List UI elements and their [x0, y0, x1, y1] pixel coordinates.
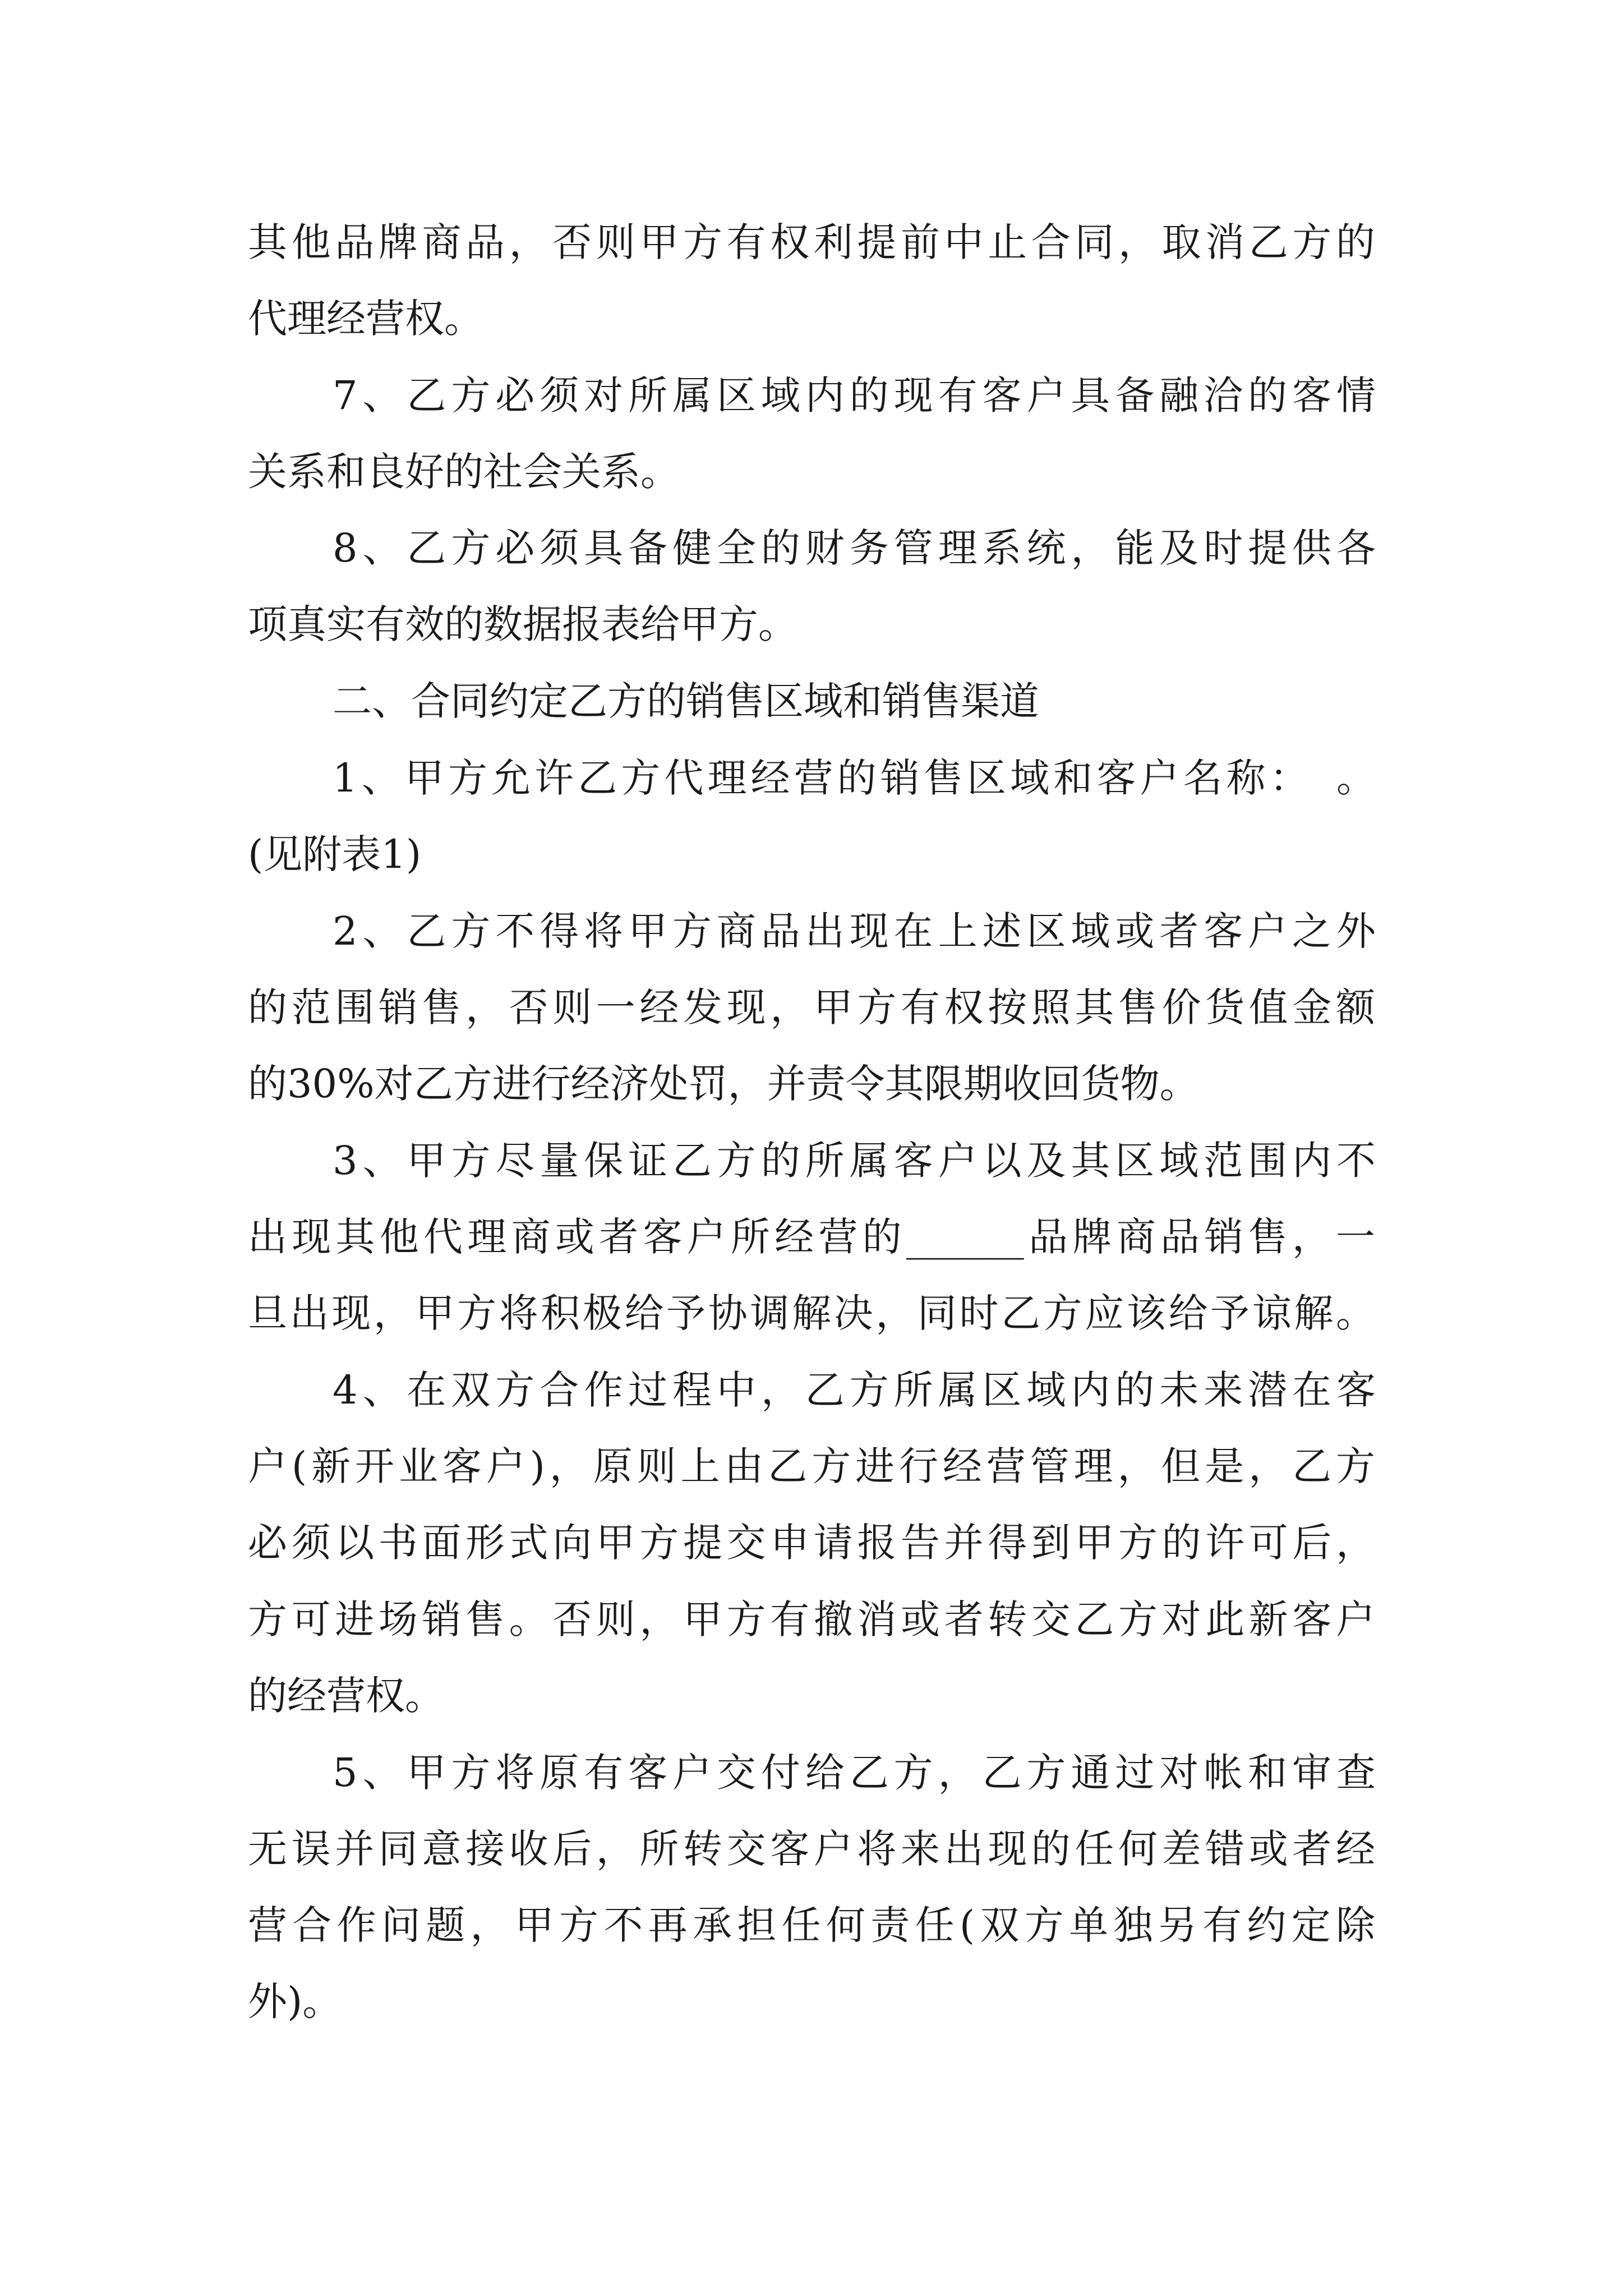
text-line: 外)。	[248, 1978, 342, 2024]
text-line: 营合作问题，甲方不再承担任何责任(双方单独另有约定除	[248, 1902, 1375, 1948]
section-heading: 二、合同约定乙方的销售区域和销售渠道	[333, 678, 1039, 724]
text-line: 户(新开业客户)，原则上由乙方进行经营管理，但是，乙方	[248, 1443, 1375, 1489]
text-line: 4、在双方合作过程中，乙方所属区域内的未来潜在客	[333, 1367, 1376, 1413]
text-line: 必须以书面形式向甲方提交申请报告并得到甲方的许可后，	[248, 1520, 1375, 1566]
text-line: 项真实有效的数据报表给甲方。	[248, 601, 797, 647]
text-line: 5、甲方将原有客户交付给乙方，乙方通过对帐和审查	[333, 1750, 1376, 1796]
text-line: 8、乙方必须具备健全的财务管理系统，能及时提供各	[333, 525, 1376, 571]
text-line: (见附表1)	[248, 831, 422, 877]
text-line: 7、乙方必须对所属区域内的现有客户具备融洽的客情	[333, 372, 1376, 418]
text-line: 无误并同意接收后，所转交客户将来出现的任何差错或者经	[248, 1826, 1375, 1872]
text-line: 方可进场销售。否则，甲方有撤消或者转交乙方对此新客户	[248, 1596, 1375, 1642]
text-line: 关系和良好的社会关系。	[248, 449, 680, 495]
text-line: 的经营权。	[248, 1673, 444, 1719]
text-line: 的范围销售，否则一经发现，甲方有权按照其售价货值金额	[248, 984, 1375, 1030]
text-line: 其他品牌商品，否则甲方有权利提前中止合同，取消乙方的	[248, 219, 1375, 265]
text-line: 出现其他代理商或者客户所经营的______品牌商品销售，一	[248, 1214, 1375, 1260]
text-line: 2、乙方不得将甲方商品出现在上述区域或者客户之外	[333, 908, 1376, 954]
text-line: 1、甲方允许乙方代理经营的销售区域和客户名称： 。	[333, 755, 1376, 801]
text-line: 3、甲方尽量保证乙方的所属客户以及其区域范围内不	[333, 1138, 1376, 1184]
text-line: 旦出现，甲方将积极给予协调解决，同时乙方应该给予谅解。	[248, 1290, 1375, 1336]
text-line: 的30%对乙方进行经济处罚，并责令其限期收回货物。	[248, 1061, 1199, 1107]
text-line: 代理经营权。	[248, 296, 483, 342]
